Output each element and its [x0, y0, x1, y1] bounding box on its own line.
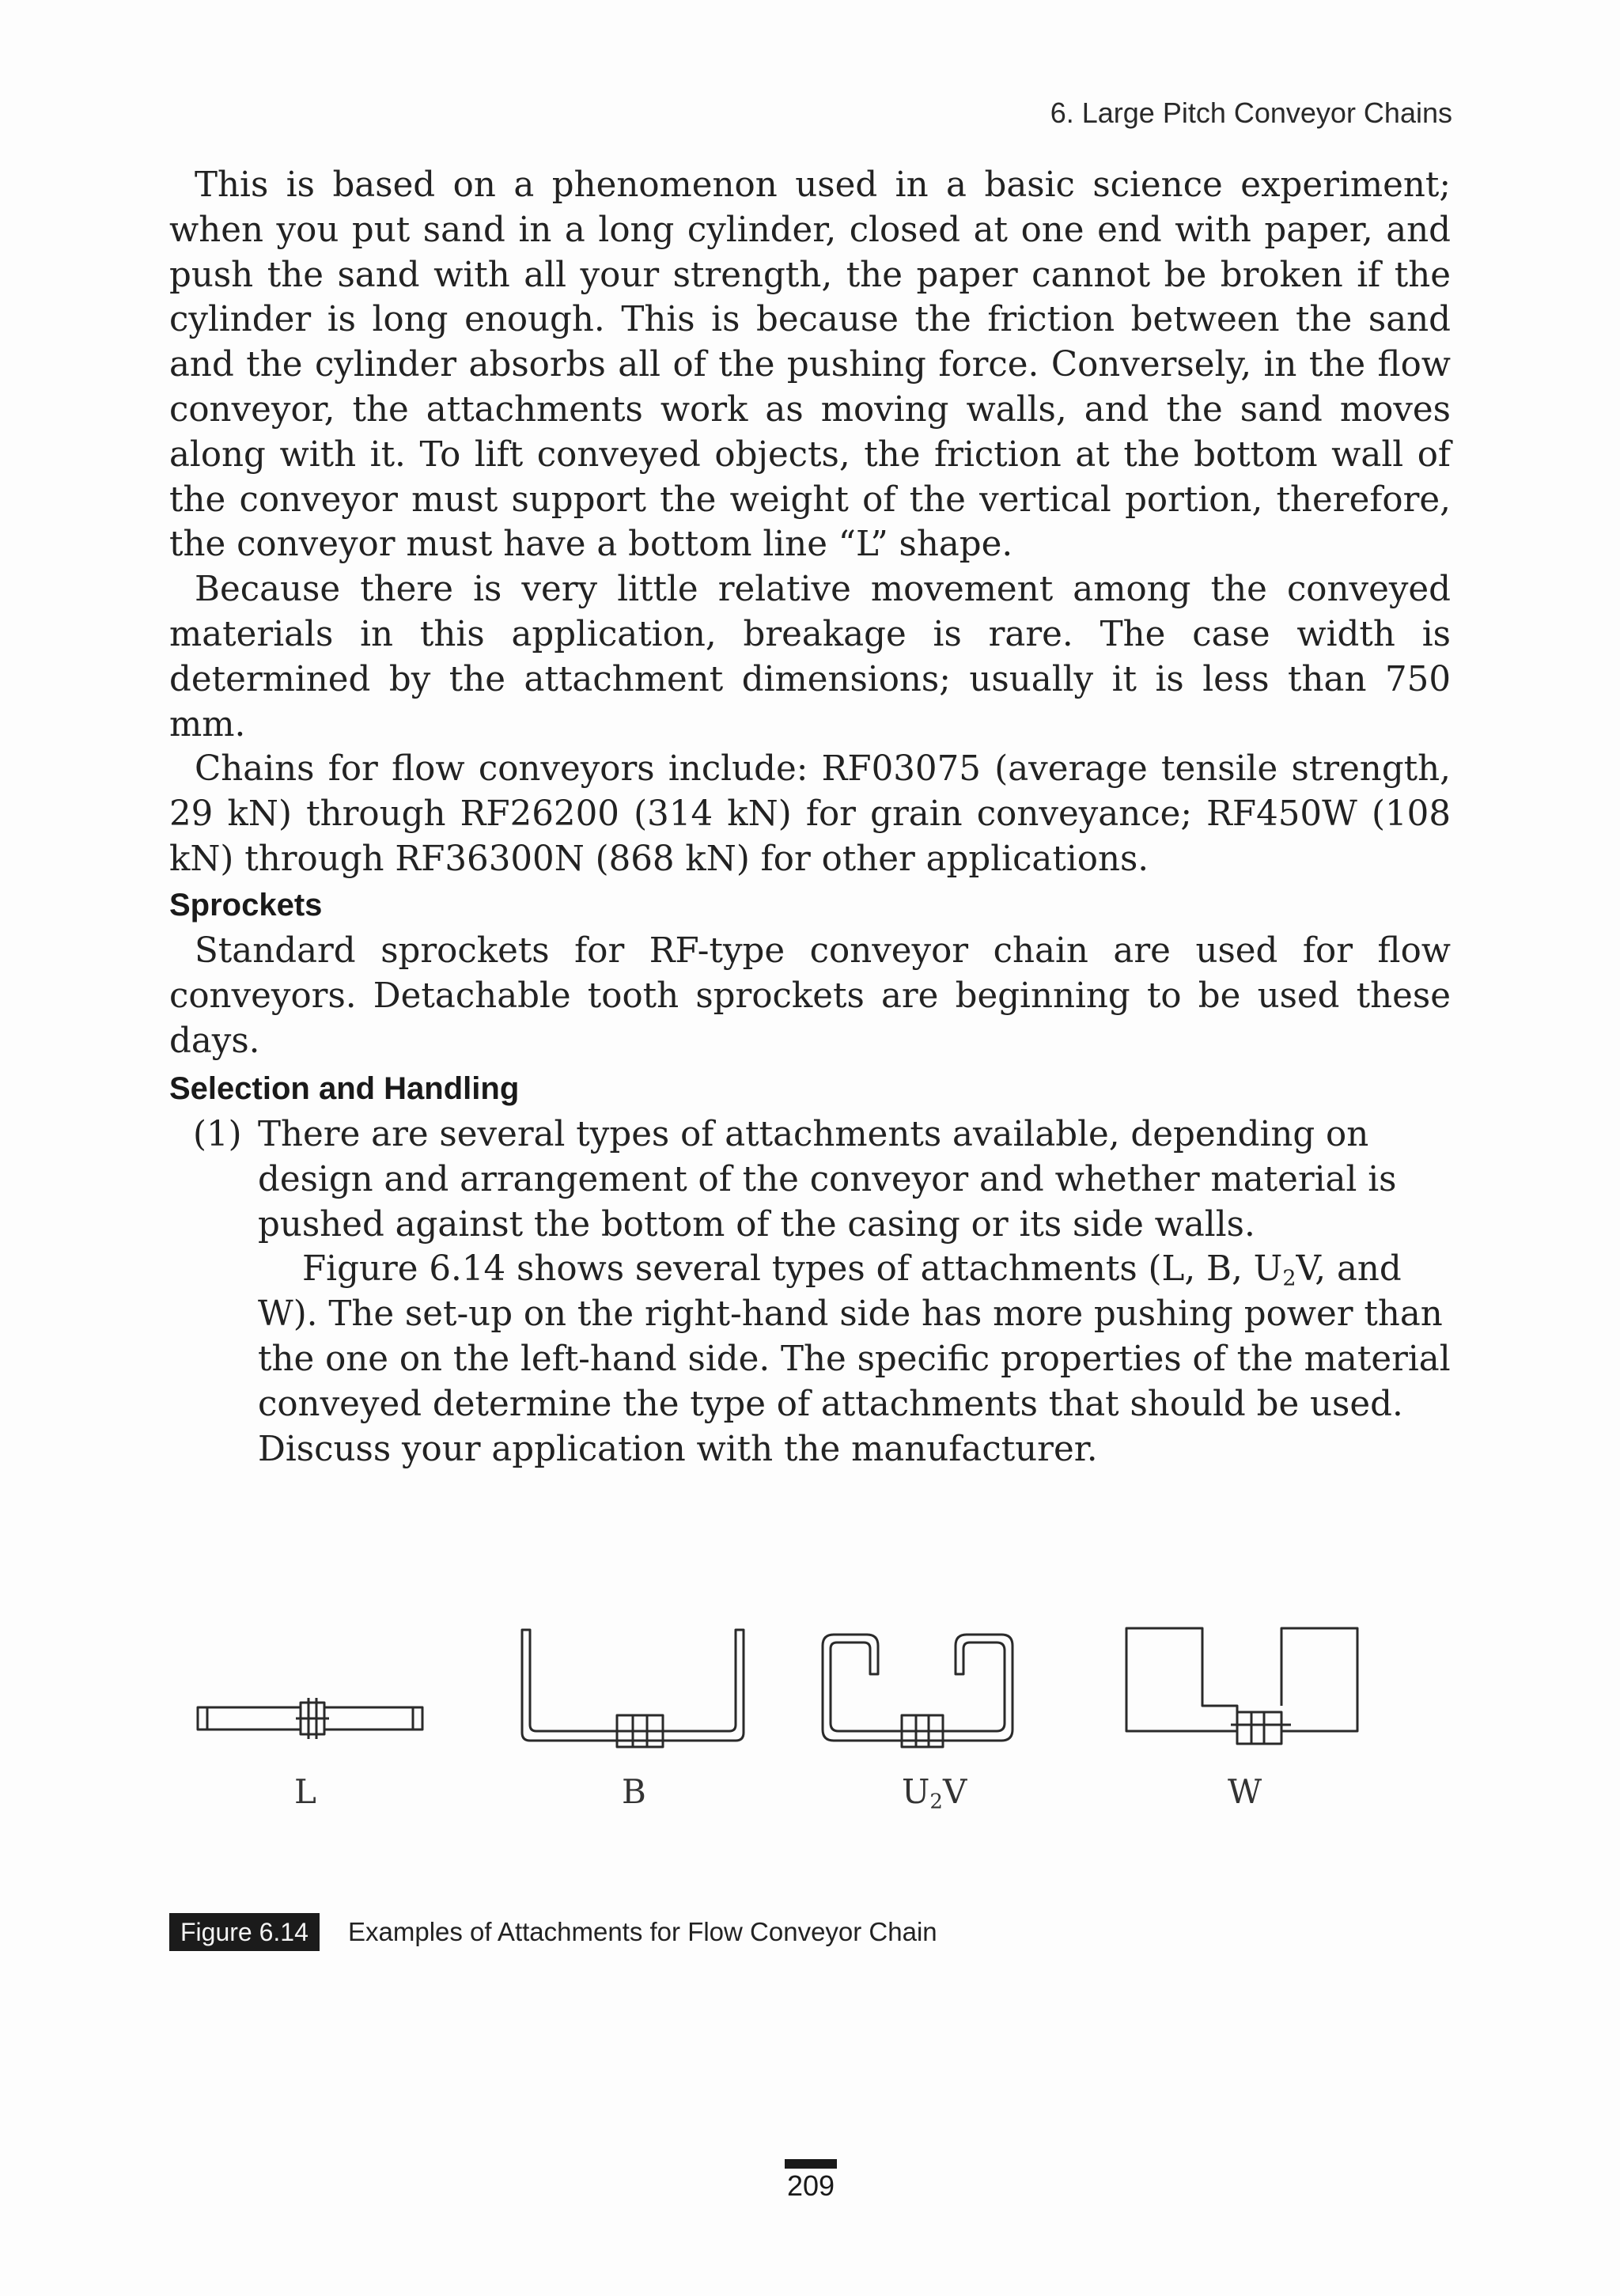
list-item-text: There are several types of attachments available, depending on design and arrangement of the conveyor and whether material is pushed against the bottom of the casing or its side walls. — [258, 1115, 1397, 1245]
attachment-w-drawing — [1126, 1628, 1357, 1744]
selection-heading: Selection and Handling — [169, 1071, 520, 1106]
figure-reference-text: Figure 6.14 shows several types of attachments (L, B, $U_2V$, and W). The set-up on the right-hand side has more pushing power than the one on the left-hand side. The specific properties of the material conveyed determine the type of attachments that should be used. Discuss your application with the manufacturer. — [258, 1249, 1451, 1469]
label-u2v: $U_2V$ — [902, 1772, 967, 1814]
figure-number-badge: Figure 6.14 — [169, 1913, 320, 1951]
sprockets-heading: Sprockets — [169, 888, 323, 923]
list-number: (1) — [193, 1115, 242, 1154]
running-head: 6. Large Pitch Conveyor Chains — [1050, 97, 1452, 129]
attachment-b-drawing — [522, 1630, 744, 1747]
paragraph-3: Chains for flow conveyors include: RF03075 (average tensile strength, 29 kN) through RF26200 (314 kN) for grain conveyance; RF450W (108 kN) through RF36300N (868 kN) for other applications. — [169, 749, 1451, 879]
page-number-bar — [785, 2159, 837, 2169]
attachments-figure — [190, 1614, 1392, 1756]
sprockets-paragraph: Standard sprockets for RF-type conveyor chain are used for flow conveyors. Detachable tooth sprockets are beginning to be used these days. — [169, 931, 1451, 1061]
label-b: B — [622, 1772, 646, 1811]
paragraph-2: Because there is very little relative movement among the conveyed materials in this application, breakage is rare. The case width is determined by the attachment dimensions; usually it is less than 750 mm. — [169, 570, 1451, 744]
list-item-1 — [193, 1112, 1451, 1472]
sprockets-text — [169, 929, 1451, 1063]
paragraph-1: This is based on a phenomenon used in a basic science experiment; when you put sand in a long cylinder, closed at one end with paper, and push the sand with all your strength, the paper cannot be broken if the cylinder is long enough. This is because the friction between the sand and the cylinder absorbs all of the pushing force. Conversely, in the flow conveyor, the attachments work as moving walls, and the sand moves along with it. To lift conveyed objects, the friction at the bottom wall of the conveyor must support the weight of the vertical portion, therefore, the conveyor must have a bottom line “L” shape. — [169, 165, 1451, 565]
attachment-u2v-drawing — [823, 1635, 1012, 1747]
attachment-l-drawing — [198, 1698, 422, 1739]
page-number: 209 — [786, 2169, 835, 2202]
label-l: L — [294, 1772, 316, 1811]
figure-caption: Examples of Attachments for Flow Conveyor Chain — [348, 1917, 937, 1946]
label-w: W — [1228, 1772, 1262, 1811]
intro-text — [169, 163, 1451, 882]
